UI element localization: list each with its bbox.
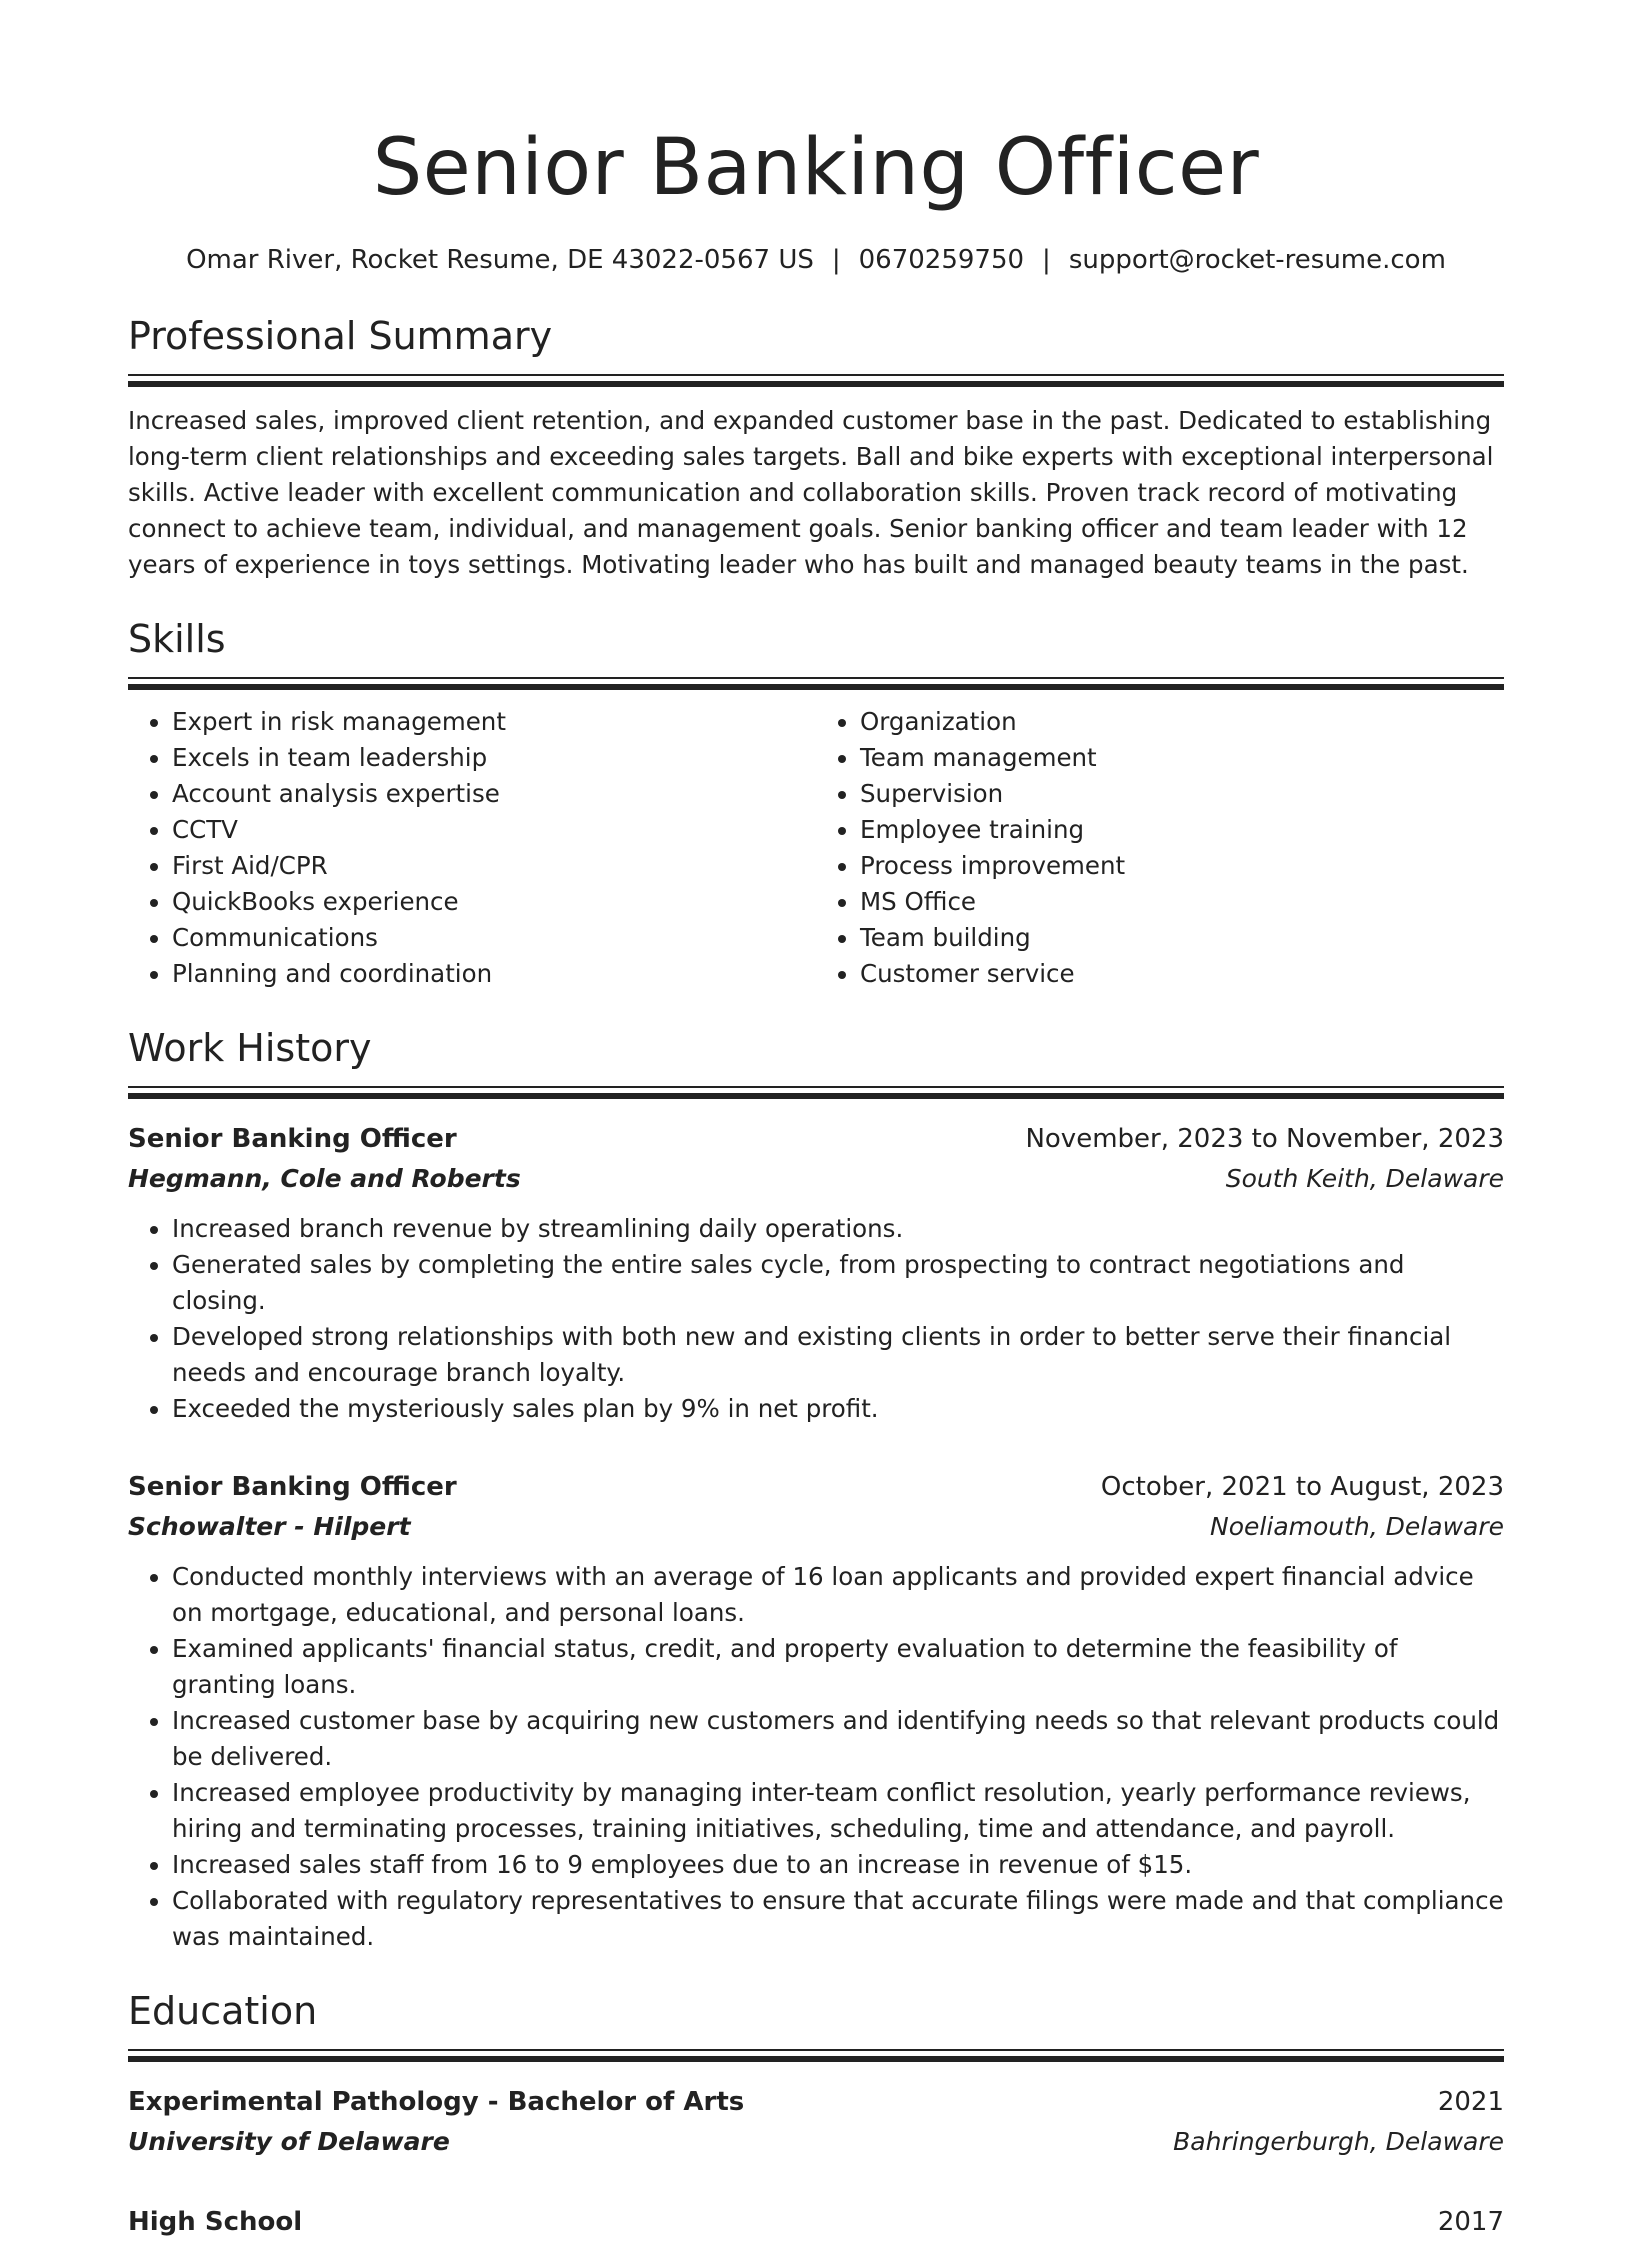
contact-separator: |	[831, 245, 841, 275]
contact-address: Omar River, Rocket Resume, DE 43022-0567 US	[186, 245, 814, 275]
education-degree: Experimental Pathology - Bachelor of Arts	[128, 2087, 745, 2117]
job-bullet: • Collaborated with regulatory representatives to ensure that accurate filings were made and that compliance was maintained.	[172, 1883, 1504, 1955]
job-company: Hegmann, Cole and Roberts	[128, 1164, 521, 1193]
skills-list	[128, 704, 1504, 992]
job-subheader-row	[128, 1507, 1504, 1547]
job-bullet: • Increased customer base by acquiring new customers and identifying needs so that relevant products could be delivered.	[172, 1703, 1504, 1775]
contact-email: support@rocket-resume.com	[1068, 245, 1446, 275]
skill-item: • Employee training	[860, 812, 1504, 848]
skill-item: • Communications	[172, 920, 816, 956]
job-bullets	[128, 1559, 1504, 1955]
education-location: Bahringerburgh, Delaware	[1173, 2127, 1504, 2156]
job-subheader-row	[128, 1159, 1504, 1199]
skill-item: • QuickBooks experience	[172, 884, 816, 920]
resume-title: Senior Banking Officer	[372, 123, 1260, 213]
education-header-row	[128, 2082, 1504, 2122]
skill-item: • Process improvement	[860, 848, 1504, 884]
job-dates: October, 2021 to August, 2023	[1100, 1472, 1504, 1502]
work-section-header	[128, 1022, 1504, 1099]
job-location: Noeliamouth, Delaware	[1210, 1512, 1504, 1541]
skill-item: • First Aid/CPR	[172, 848, 816, 884]
skill-item: • Customer service	[860, 956, 1504, 992]
section-divider	[128, 2049, 1504, 2062]
skill-item: • Planning and coordination	[172, 956, 816, 992]
job-location: South Keith, Delaware	[1225, 1164, 1504, 1193]
skill-item: • Team building	[860, 920, 1504, 956]
education-year: 2017	[1437, 2207, 1504, 2237]
job-entry	[128, 1467, 1504, 1955]
job-bullet: • Increased branch revenue by streamlining daily operations.	[172, 1211, 1504, 1247]
skill-item: • Team management	[860, 740, 1504, 776]
education-heading: Education	[128, 1989, 318, 2033]
skill-item: • CCTV	[172, 812, 816, 848]
skill-item: • Excels in team leadership	[172, 740, 816, 776]
skill-item: • Supervision	[860, 776, 1504, 812]
education-degree: High School	[128, 2207, 303, 2237]
skill-item: • MS Office	[860, 884, 1504, 920]
job-bullet: • Increased employee productivity by managing inter-team conflict resolution, yearly performance reviews, hiring and terminating processes, training initiatives, scheduling, time and attendance, and payroll.	[172, 1775, 1504, 1847]
job-bullet: • Generated sales by completing the entire sales cycle, from prospecting to contract negotiations and closing.	[172, 1247, 1504, 1319]
summary-section-header	[128, 310, 1504, 387]
job-bullet: • Developed strong relationships with both new and existing clients in order to better serve their financial needs and encourage branch loyalty.	[172, 1319, 1504, 1391]
section-divider	[128, 374, 1504, 387]
education-header-row	[128, 2202, 1504, 2242]
skills-column-left	[128, 704, 816, 992]
job-company: Schowalter - Hilpert	[128, 1512, 411, 1541]
skill-item: • Organization	[860, 704, 1504, 740]
work-heading: Work History	[128, 1026, 372, 1070]
education-section-header	[128, 1985, 1504, 2062]
job-bullets	[128, 1211, 1504, 1427]
job-entry	[128, 1119, 1504, 1427]
job-bullet: • Increased sales staff from 16 to 9 employees due to an increase in revenue of $15.	[172, 1847, 1504, 1883]
job-dates: November, 2023 to November, 2023	[1025, 1124, 1504, 1154]
contact-line	[128, 240, 1504, 280]
job-header-row	[128, 1467, 1504, 1507]
section-divider	[128, 677, 1504, 690]
education-year: 2021	[1437, 2087, 1504, 2117]
education-school: University of Delaware	[128, 2127, 450, 2156]
job-header-row	[128, 1119, 1504, 1159]
section-divider	[128, 1086, 1504, 1099]
education-entry	[128, 2082, 1504, 2162]
summary-heading: Professional Summary	[128, 314, 553, 358]
skills-column-right	[816, 704, 1504, 992]
job-bullet: • Conducted monthly interviews with an average of 16 loan applicants and provided expert financial advice on mortgage, educational, and personal loans.	[172, 1559, 1504, 1631]
job-bullet: • Exceeded the mysteriously sales plan by 9% in net profit.	[172, 1391, 1504, 1427]
skill-item: • Expert in risk management	[172, 704, 816, 740]
skill-item: • Account analysis expertise	[172, 776, 816, 812]
job-bullet: • Examined applicants' financial status, credit, and property evaluation to determine the feasibility of granting loans.	[172, 1631, 1504, 1703]
contact-phone: 0670259750	[858, 245, 1025, 275]
contact-separator: |	[1042, 245, 1051, 275]
skills-heading: Skills	[128, 617, 226, 661]
summary-text: Increased sales, improved client retention, and expanded customer base in the past. Dedicated to establishing long-term client relationships and exceeding sales targets. Ball and bike experts with exceptional interpersonal skills. Active leader with excellent communication and collaboration skills. Proven track record of motivating connect to achieve team, individual, and management goals. Senior banking officer and team leader with 12 years of experience in toys settings. Motivating leader who has built and managed beauty teams in the past.	[128, 406, 1494, 579]
education-subheader-row	[128, 2122, 1504, 2162]
job-title: Senior Banking Officer	[128, 1472, 457, 1502]
skills-section-header	[128, 613, 1504, 690]
job-title: Senior Banking Officer	[128, 1124, 457, 1154]
education-entry	[128, 2202, 1504, 2242]
